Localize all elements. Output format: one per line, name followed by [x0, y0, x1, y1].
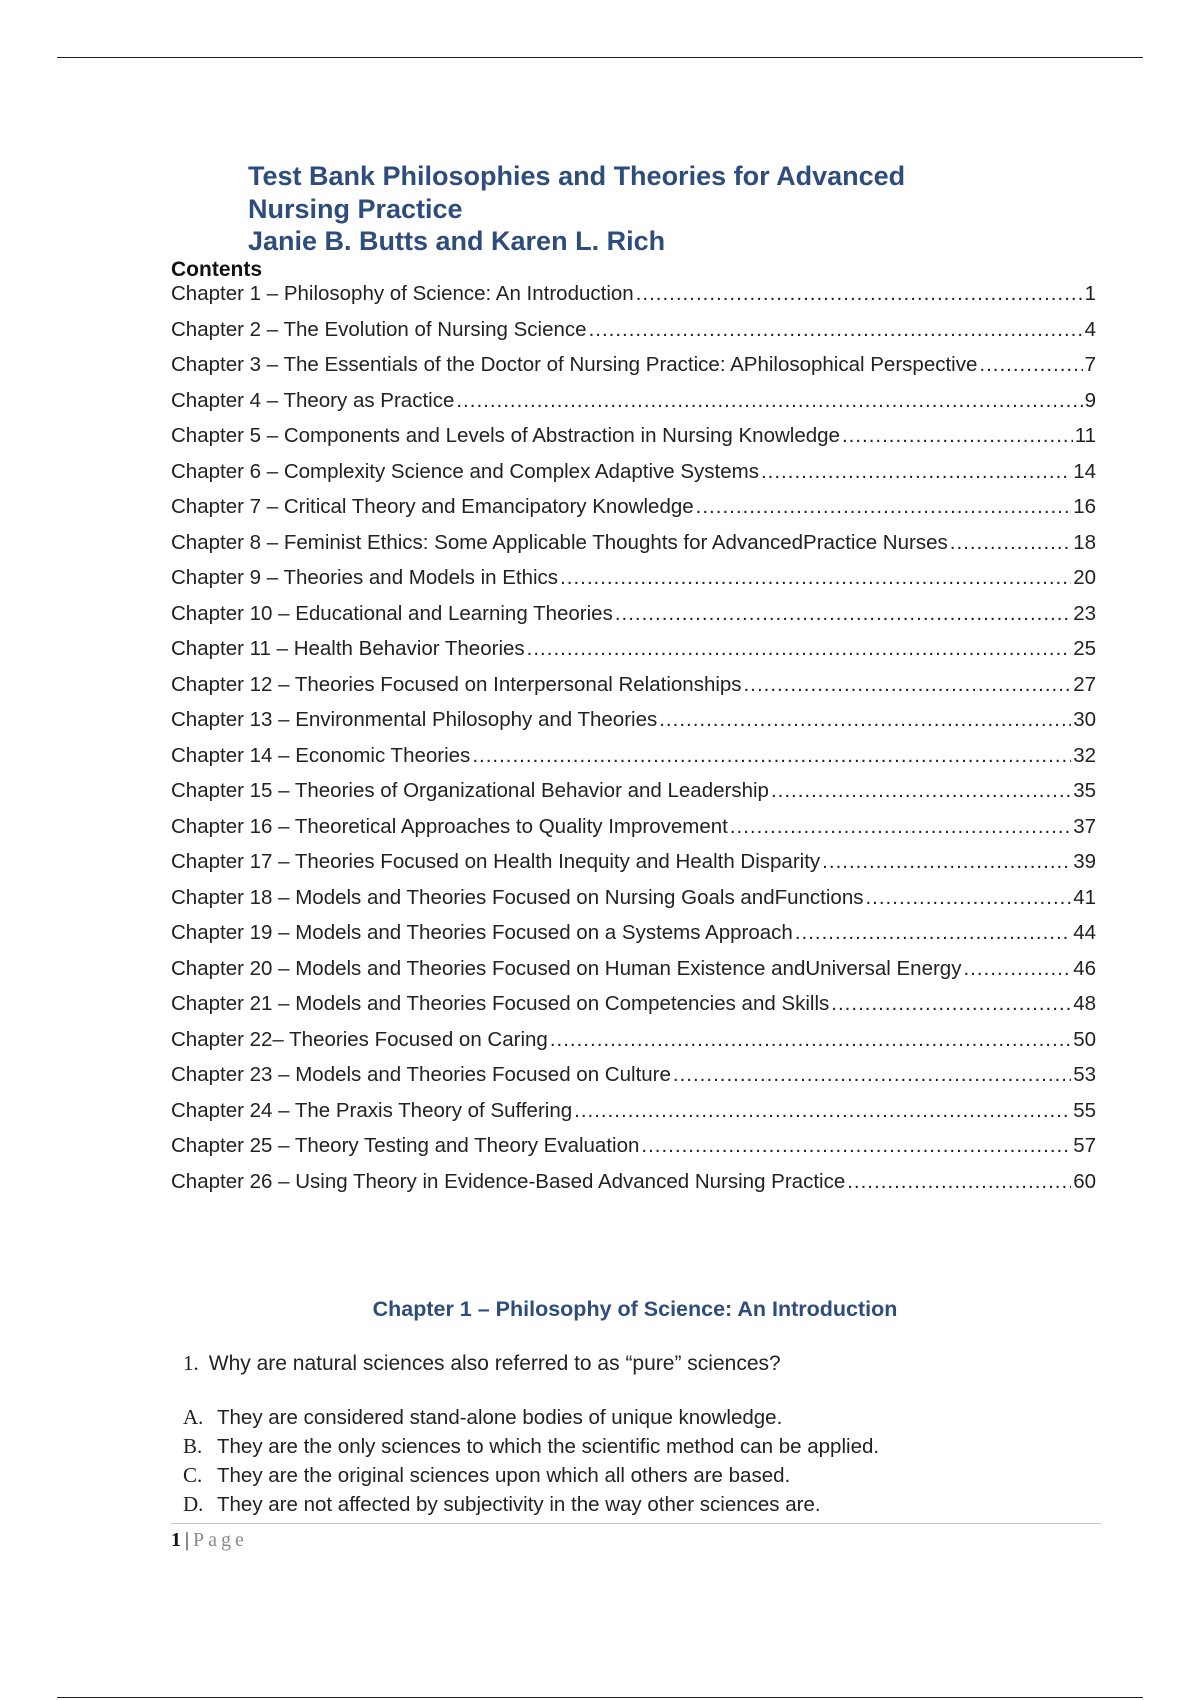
toc-entry-label: Chapter 9 – Theories and Models in Ethics — [171, 566, 559, 589]
toc-dot-leader — [847, 1170, 1071, 1194]
toc-entry[interactable] — [171, 318, 1096, 354]
toc-entry[interactable] — [171, 1170, 1096, 1206]
footer-rule — [171, 1523, 1101, 1524]
toc-entry-label: Chapter 4 – Theory as Practice — [171, 388, 455, 412]
toc-dot-leader — [472, 744, 1071, 768]
top-rule — [57, 57, 1143, 58]
toc-entry-page: 35 — [1073, 779, 1096, 802]
table-of-contents — [171, 282, 1096, 1205]
toc-dot-leader — [696, 495, 1072, 519]
answer-options — [183, 1403, 879, 1519]
toc-entry-page: 23 — [1073, 601, 1096, 625]
toc-entry-page: 4 — [1084, 317, 1096, 341]
toc-entry-page: 50 — [1073, 1027, 1096, 1051]
footer-separator: | — [185, 1529, 190, 1551]
footer-page-number: 1 — [171, 1529, 181, 1551]
contents-heading: Contents — [171, 258, 262, 281]
toc-dot-leader — [865, 886, 1071, 910]
toc-dot-leader — [744, 673, 1072, 697]
toc-entry-label: Chapter 25 – Theory Testing and Theory Evaluation — [171, 1134, 640, 1157]
toc-entry[interactable] — [171, 744, 1096, 780]
answer-option-d — [183, 1490, 879, 1519]
toc-dot-leader — [963, 957, 1071, 981]
toc-entry-page: 14 — [1073, 459, 1096, 483]
toc-entry-page: 32 — [1073, 743, 1096, 767]
toc-entry[interactable] — [171, 708, 1096, 744]
toc-dot-leader — [761, 460, 1071, 484]
toc-dot-leader — [950, 531, 1071, 555]
toc-entry-page: 37 — [1073, 814, 1096, 838]
toc-entry[interactable] — [171, 460, 1096, 496]
toc-entry[interactable] — [171, 815, 1096, 851]
title-line-1: Test Bank Philosophies and Theories for Advanced — [248, 161, 906, 191]
toc-dot-leader — [822, 850, 1071, 874]
toc-entry-label: Chapter 21 – Models and Theories Focused on Competencies and Skills — [171, 992, 830, 1015]
toc-entry-page: 30 — [1073, 708, 1096, 731]
toc-dot-leader — [842, 424, 1073, 448]
toc-entry-page: 25 — [1073, 637, 1096, 660]
toc-entry-label: Chapter 24 – The Praxis Theory of Suffering — [171, 1098, 573, 1122]
toc-dot-leader — [641, 1134, 1071, 1158]
toc-dot-leader — [771, 779, 1071, 803]
option-text: They are the original sciences upon which all others are based. — [217, 1464, 791, 1487]
toc-entry-label: Chapter 13 – Environmental Philosophy and Theories — [171, 708, 658, 731]
toc-entry-label: Chapter 10 – Educational and Learning Theories — [171, 601, 613, 625]
toc-entry-page: 18 — [1073, 530, 1096, 554]
toc-entry-label: Chapter 16 – Theoretical Approaches to Quality Improvement — [171, 814, 728, 838]
option-text: They are not affected by subjectivity in the way other sciences are. — [217, 1493, 821, 1516]
option-text: They are considered stand-alone bodies of unique knowledge. — [217, 1406, 783, 1429]
toc-entry-label: Chapter 2 – The Evolution of Nursing Science — [171, 317, 587, 341]
toc-entry-page: 55 — [1073, 1098, 1096, 1122]
toc-entry[interactable] — [171, 1099, 1096, 1135]
toc-entry-label: Chapter 5 – Components and Levels of Abstraction in Nursing Knowledge — [171, 424, 840, 447]
toc-dot-leader — [673, 1063, 1071, 1087]
title-authors: Janie B. Butts and Karen L. Rich — [248, 226, 666, 256]
toc-entry-label: Chapter 15 – Theories of Organizational Behavior and Leadership — [171, 779, 769, 802]
option-letter: A. — [183, 1405, 204, 1429]
footer-page-word: Page — [193, 1529, 248, 1551]
toc-entry-label: Chapter 22– Theories Focused on Caring — [171, 1027, 548, 1051]
question — [183, 1351, 781, 1376]
toc-entry[interactable] — [171, 602, 1096, 638]
toc-entry[interactable] — [171, 850, 1096, 886]
toc-dot-leader — [636, 282, 1083, 306]
answer-option-b — [183, 1432, 879, 1461]
toc-entry-page: 39 — [1073, 850, 1096, 873]
toc-entry[interactable] — [171, 921, 1096, 957]
toc-entry-label: Chapter 20 – Models and Theories Focused on Human Existence andUniversal Energy — [171, 956, 962, 980]
toc-entry-page: 9 — [1084, 388, 1096, 412]
toc-entry-label: Chapter 11 – Health Behavior Theories — [171, 637, 525, 660]
toc-entry-label: Chapter 12 – Theories Focused on Interpersonal Relationships — [171, 672, 742, 696]
toc-dot-leader — [527, 637, 1072, 661]
toc-entry[interactable] — [171, 566, 1096, 602]
toc-entry-page: 16 — [1073, 495, 1096, 518]
toc-entry-page: 57 — [1073, 1134, 1096, 1157]
title-line-2: Nursing Practice — [248, 193, 463, 224]
toc-entry[interactable] — [171, 673, 1096, 709]
toc-entry-page: 41 — [1073, 885, 1096, 909]
toc-dot-leader — [979, 353, 1082, 377]
toc-entry-page: 1 — [1084, 282, 1096, 305]
section-heading: Chapter 1 – Philosophy of Science: An Introduction — [372, 1297, 898, 1321]
toc-entry-page: 53 — [1073, 1063, 1096, 1086]
toc-entry[interactable] — [171, 353, 1096, 389]
toc-entry[interactable] — [171, 1063, 1096, 1099]
toc-entry[interactable] — [171, 495, 1096, 531]
toc-entry[interactable] — [171, 1134, 1096, 1170]
question-number: 1. — [183, 1351, 199, 1375]
toc-entry-page: 27 — [1073, 672, 1096, 696]
toc-dot-leader — [456, 389, 1082, 413]
toc-entry-page: 11 — [1074, 424, 1096, 447]
toc-dot-leader — [574, 1099, 1071, 1123]
option-text: They are the only sciences to which the scientific method can be applied. — [217, 1435, 880, 1458]
toc-entry[interactable] — [171, 389, 1096, 425]
toc-entry-page: 48 — [1073, 992, 1096, 1015]
toc-dot-leader — [589, 318, 1083, 342]
toc-entry-label: Chapter 6 – Complexity Science and Complex Adaptive Systems — [171, 459, 759, 483]
toc-entry[interactable] — [171, 886, 1096, 922]
toc-entry-page: 46 — [1073, 956, 1096, 980]
toc-entry[interactable] — [171, 1028, 1096, 1064]
toc-entry[interactable] — [171, 992, 1096, 1028]
toc-entry[interactable] — [171, 637, 1096, 673]
toc-entry[interactable] — [171, 531, 1096, 567]
option-letter: C. — [183, 1463, 203, 1487]
toc-entry[interactable] — [171, 957, 1096, 993]
toc-entry-label: Chapter 18 – Models and Theories Focused on Nursing Goals andFunctions — [171, 885, 864, 909]
toc-dot-leader — [831, 992, 1071, 1016]
page-footer — [171, 1529, 248, 1552]
toc-entry[interactable] — [171, 779, 1096, 815]
toc-entry-label: Chapter 23 – Models and Theories Focused on Culture — [171, 1063, 671, 1086]
answer-option-a — [183, 1403, 879, 1432]
bottom-rule — [57, 1697, 1143, 1698]
toc-entry[interactable] — [171, 282, 1096, 318]
option-letter: B. — [183, 1434, 203, 1458]
toc-entry-label: Chapter 14 – Economic Theories — [171, 743, 471, 767]
toc-dot-leader — [795, 921, 1071, 945]
toc-dot-leader — [560, 566, 1071, 590]
toc-entry-label: Chapter 19 – Models and Theories Focused on a Systems Approach — [171, 921, 793, 944]
question-text: Why are natural sciences also referred to as “pure” sciences? — [208, 1352, 781, 1375]
answer-option-c — [183, 1461, 879, 1490]
toc-entry-page: 20 — [1073, 566, 1096, 589]
toc-entry-label: Chapter 8 – Feminist Ethics: Some Applicable Thoughts for AdvancedPractice Nurses — [171, 530, 948, 554]
toc-entry-label: Chapter 3 – The Essentials of the Doctor of Nursing Practice: APhilosophical Perspective — [171, 353, 978, 376]
toc-entry-label: Chapter 17 – Theories Focused on Health Inequity and Health Disparity — [171, 850, 821, 873]
toc-entry-label: Chapter 1 – Philosophy of Science: An Introduction — [171, 282, 634, 305]
toc-entry[interactable] — [171, 424, 1096, 460]
toc-entry-page: 44 — [1073, 921, 1096, 944]
toc-dot-leader — [550, 1028, 1071, 1052]
toc-entry-page: 7 — [1084, 353, 1096, 376]
toc-dot-leader — [659, 708, 1071, 732]
toc-entry-page: 60 — [1073, 1169, 1096, 1193]
option-letter: D. — [183, 1492, 204, 1516]
toc-entry-label: Chapter 26 – Using Theory in Evidence-Based Advanced Nursing Practice — [171, 1169, 846, 1193]
document-title — [248, 160, 1048, 258]
toc-dot-leader — [730, 815, 1071, 839]
toc-dot-leader — [615, 602, 1071, 626]
toc-entry-label: Chapter 7 – Critical Theory and Emancipatory Knowledge — [171, 495, 694, 518]
